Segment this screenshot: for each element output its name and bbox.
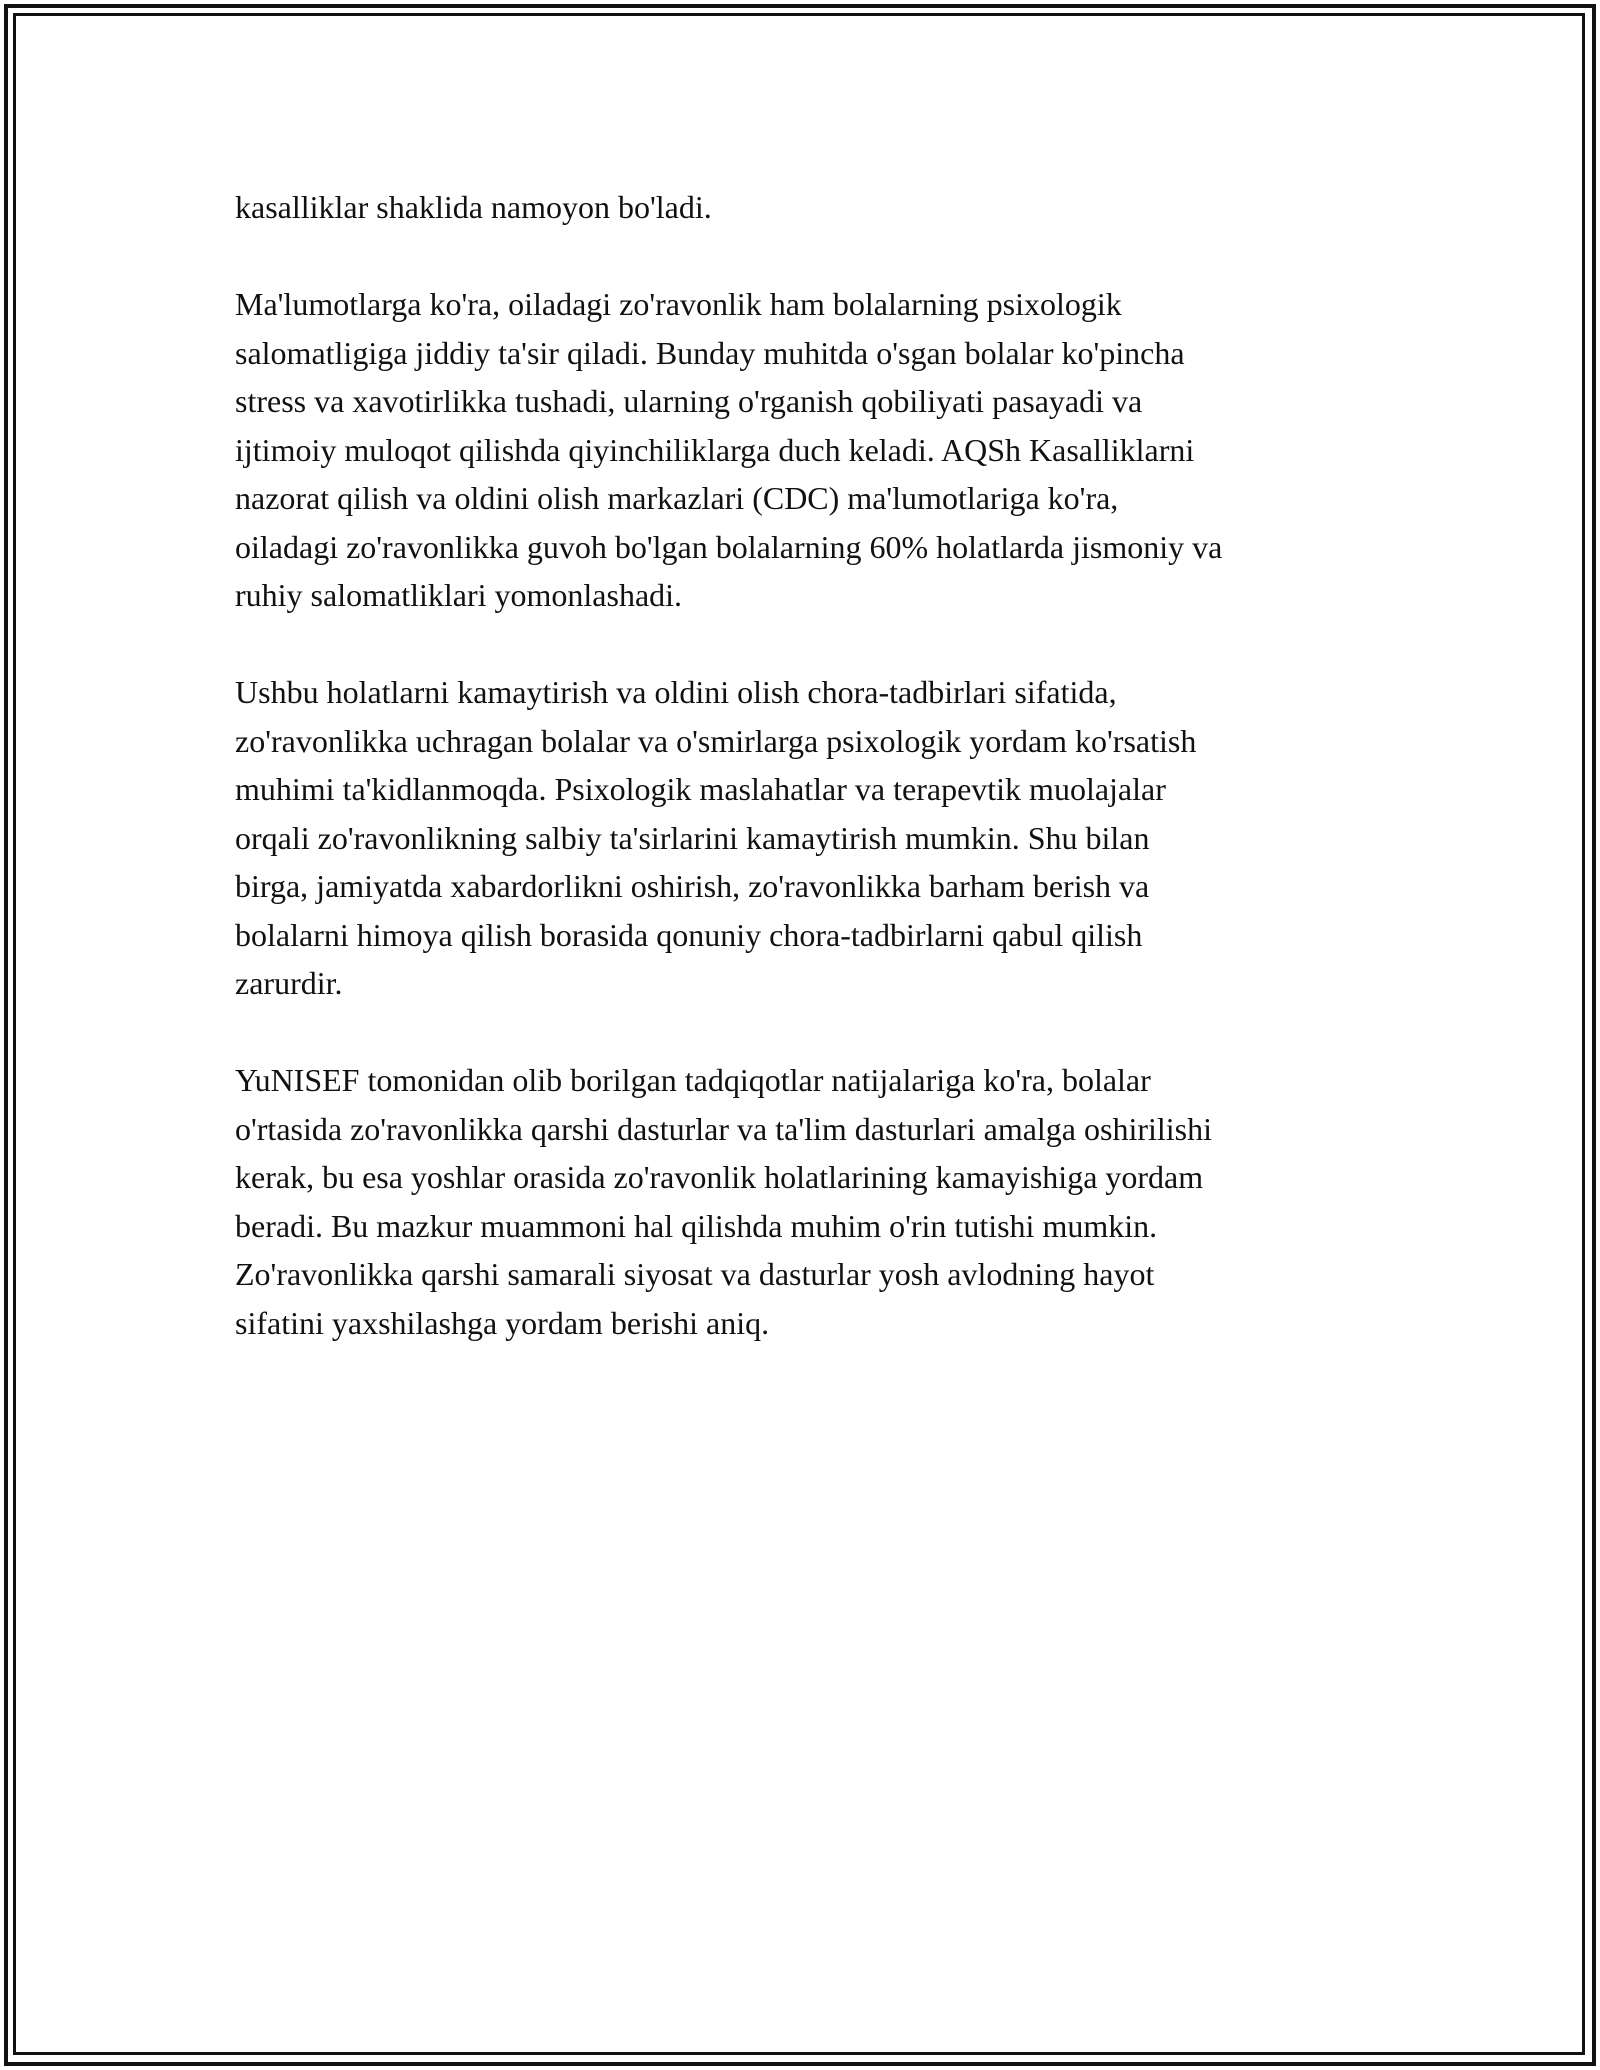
paragraph-4: YuNISEF tomonidan olib borilgan tadqiqotlar natijalariga ko'ra, bolalar o'rtasida zo'ravonlikka qarshi dasturlar va ta'lim dasturlari amalga oshirilishi kerak, bu esa yoshlar orasida zo'ravonlik holatlarining kamayishiga yordam beradi. Bu mazkur muammoni hal qilishda muhim o'rin tutishi mumkin. Zo'ravonlikka qarshi samarali siyosat va dasturlar yosh avlodning hayot sifatini yaxshilashga yordam berishi aniq. [235, 1062, 1213, 1341]
paragraph-1: kasalliklar shaklida namoyon bo'ladi. [235, 189, 712, 225]
document-body [235, 183, 1385, 1396]
paragraph-3: Ushbu holatlarni kamaytirish va oldini olish chora-tadbirlari sifatida, zo'ravonlikka uchragan bolalar va o'smirlarga psixologik yordam ko'rsatish muhimi ta'kidlanmoqda. Psixologik maslahatlar va terapevtik muolajalar orqali zo'ravonlikning salbiy ta'sirlarini kamaytirish mumkin. Shu bilan birga, jamiyatda xabardorlikni oshirish, zo'ravonlikka barham berish va bolalarni himoya qilish borasida qonuniy chora-tadbirlarni qabul qilish zarurdir. [235, 674, 1197, 1001]
paragraph-2: Ma'lumotlarga ko'ra, oiladagi zo'ravonlik ham bolalarning psixologik salomatligiga jiddiy ta'sir qiladi. Bunday muhitda o'sgan bolalar ko'pincha stress va xavotirlikka tushadi, ularning o'rganish qobiliyati pasayadi va ijtimoiy muloqot qilishda qiyinchiliklarga duch keladi. AQSh Kasalliklarni nazorat qilish va oldini olish markazlari (CDC) ma'lumotlariga ko'ra, oiladagi zo'ravonlikka guvoh bo'lgan bolalarning 60% holatlarda jismoniy va ruhiy salomatliklari yomonlashadi. [235, 286, 1223, 613]
